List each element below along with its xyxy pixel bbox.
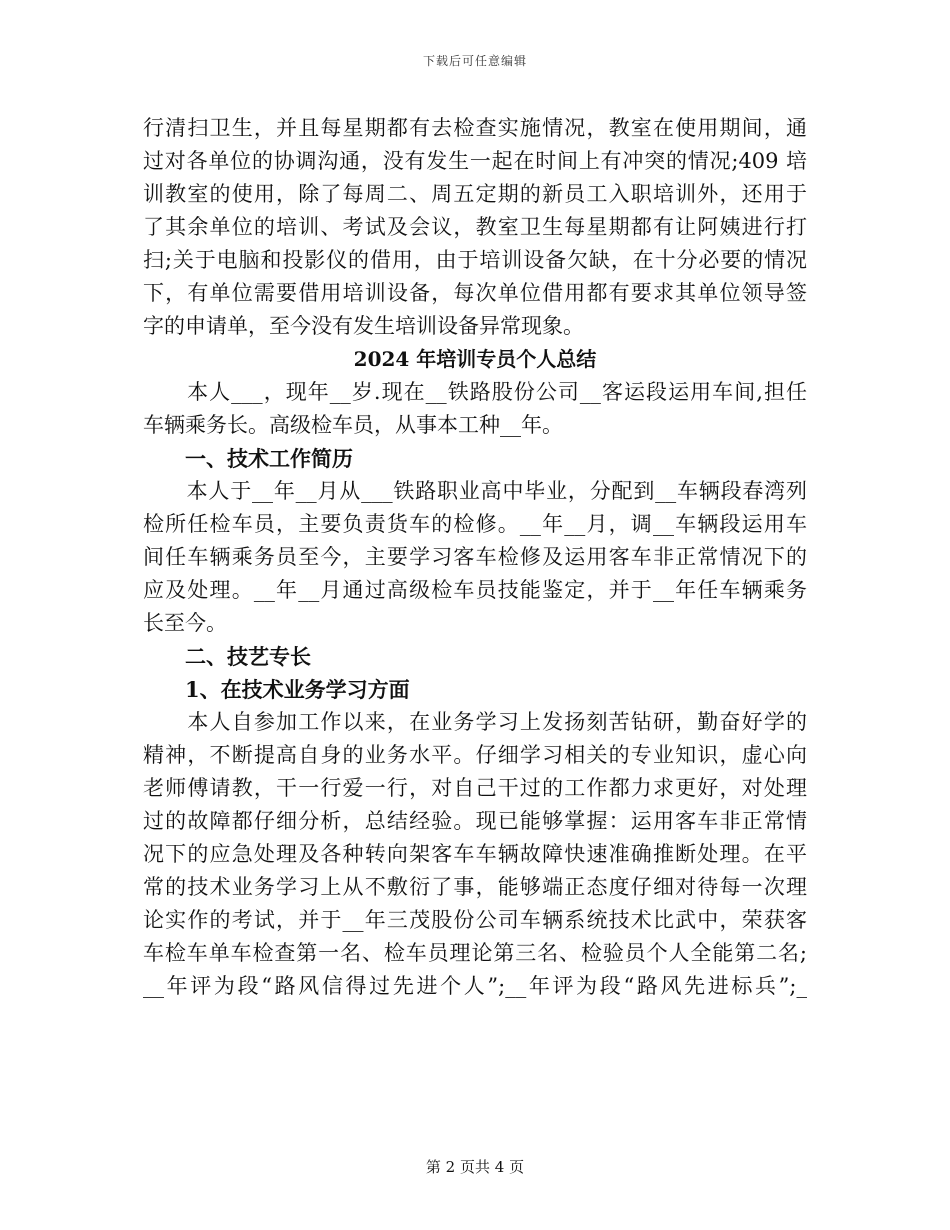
paragraph-line: 长至今。 bbox=[143, 611, 227, 635]
page-footer: 第 2 页共 4 页 bbox=[425, 1158, 525, 1176]
paragraph-line: 车检车单车检查第一名、检车员理论第三名、检验员个人全能第二名; bbox=[143, 941, 807, 965]
paragraph-line: 字的申请单，至今没有发生培训设备异常现象。 bbox=[143, 314, 584, 338]
paragraph-line: 应及处理。__年__月通过高级检车员技能鉴定，并于__年任车辆乘务 bbox=[143, 578, 807, 602]
paragraph-line: 过对各单位的协调沟通，没有发生一起在时间上有冲突的情况;409 培 bbox=[143, 149, 807, 173]
paragraph-line: 间任车辆乘务员至今，主要学习客车检修及运用客车非正常情况下的 bbox=[143, 545, 807, 569]
paragraph-line: 扫;关于电脑和投影仪的借用，由于培训设备欠缺，在十分必要的情况 bbox=[143, 248, 807, 272]
heading-study: 1、在技术业务学习方面 bbox=[185, 677, 410, 702]
heading-skills: 二、技艺专长 bbox=[185, 644, 311, 669]
paragraph-line: 论实作的考试，并于__年三茂股份公司车辆系统技术比武中，荣获客 bbox=[143, 908, 807, 932]
paragraph-line: 过的故障都仔细分析，总结经验。现已能够掌握：运用客车非正常情 bbox=[143, 809, 807, 833]
page-header: 下载后可任意编辑 bbox=[422, 54, 527, 68]
paragraph-line: 训教室的使用，除了每周二、周五定期的新员工入职培训外，还用于 bbox=[143, 182, 807, 206]
paragraph-line: 了其余单位的培训、考试及会议，教室卫生每星期都有让阿姨进行打 bbox=[143, 215, 807, 239]
paragraph-line: 常的技术业务学习上从不敷衍了事，能够端正态度仔细对待每一次理 bbox=[143, 875, 807, 899]
paragraph-line: 本人___，现年__岁.现在__铁路股份公司__客运段运用车间,担任 bbox=[143, 380, 807, 404]
section-title: 2024 年培训专员个人总结 bbox=[353, 347, 597, 371]
paragraph-line: 老师傅请教，干一行爱一行，对自己干过的工作都力求更好，对处理 bbox=[143, 776, 807, 800]
paragraph-line: 况下的应急处理及各种转向架客车车辆故障快速准确推断处理。在平 bbox=[143, 842, 807, 866]
paragraph-line: 本人于__年__月从___铁路职业高中毕业，分配到__车辆段春湾列 bbox=[143, 479, 807, 503]
paragraph-line: 车辆乘务长。高级检车员，从事本工种__年。 bbox=[143, 413, 563, 437]
paragraph-line: 检所任检车员，主要负责货车的检修。__年__月，调__车辆段运用车 bbox=[143, 512, 807, 536]
paragraph-line: 精神，不断提高自身的业务水平。仔细学习相关的专业知识，虚心向 bbox=[143, 743, 807, 767]
document-body bbox=[143, 112, 807, 1003]
paragraph-line: 行清扫卫生，并且每星期都有去检查实施情况，教室在使用期间，通 bbox=[143, 116, 807, 140]
heading-work-history: 一、技术工作简历 bbox=[185, 446, 353, 471]
paragraph-line: __年评为段“路风信得过先进个人”;__年评为段“路风先进标兵”;_ bbox=[143, 974, 807, 998]
paragraph-line: 本人自参加工作以来，在业务学习上发扬刻苦钻研，勤奋好学的 bbox=[143, 710, 807, 734]
paragraph-line: 下，有单位需要借用培训设备，每次单位借用都有要求其单位领导签 bbox=[143, 281, 807, 305]
